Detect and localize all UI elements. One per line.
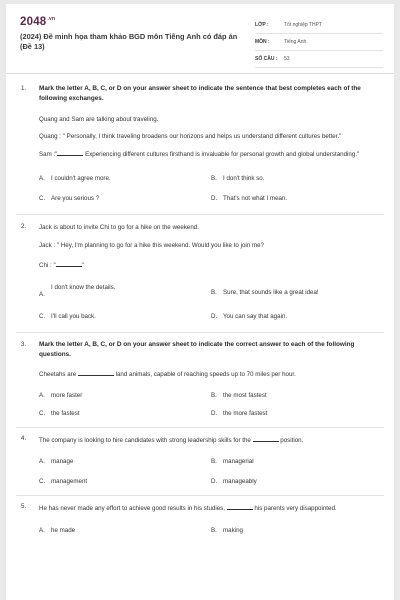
option-a[interactable]: [39, 284, 211, 298]
question-4: [6, 435, 394, 487]
option-text: Sure, that sounds like a great idea!: [223, 289, 319, 296]
option-d[interactable]: [211, 477, 383, 487]
meta-row-count: [255, 51, 383, 68]
dialogue-prefix: Chi : ": [39, 262, 56, 269]
page-header: [6, 4, 394, 70]
stem-prefix: He has never made any effort to achieve good results in his studies,: [39, 505, 227, 512]
question-number: 3.: [21, 341, 27, 348]
stem-suffix: position.: [278, 437, 304, 444]
question-context: Quang and Sam are talking about traveling.: [39, 116, 159, 123]
option-b[interactable]: [211, 174, 383, 184]
dialogue-prefix: Sam :": [39, 151, 58, 158]
question-number: 5.: [21, 503, 27, 510]
logo-text: 2048: [20, 16, 47, 28]
option-b[interactable]: [211, 526, 383, 536]
option-letter: A.: [39, 175, 45, 182]
dialogue-line-jack: Jack : " Hey, I'm planning to go for a hike this weekend. Would you like to join me?: [39, 242, 264, 249]
question-divider: [16, 427, 384, 428]
answer-options: [39, 457, 384, 487]
option-letter: D.: [211, 478, 218, 485]
option-letter: A.: [39, 527, 45, 534]
question-instruction: Mark the letter A, B, C, or D on your answer sheet to indicate the correct answer to each of the following questions.: [39, 341, 355, 358]
header-divider: [6, 73, 394, 74]
option-b[interactable]: [211, 391, 383, 401]
option-letter: A.: [39, 291, 45, 298]
question-stem: [39, 369, 384, 380]
option-b[interactable]: [211, 457, 383, 467]
meta-value: 53: [284, 56, 290, 62]
option-text: the more fastest: [223, 410, 268, 417]
answer-options: [39, 174, 384, 204]
question-stem: Jack is about to invite Chi to go for a hike on the weekend.: [39, 224, 199, 231]
meta-label: SỐ CÂU :: [255, 56, 278, 62]
option-text: managerial: [223, 458, 254, 465]
option-letter: D.: [211, 195, 218, 202]
option-text: I couldn't agree more.: [51, 175, 111, 182]
option-letter: B.: [211, 527, 217, 534]
option-letter: C.: [39, 313, 46, 320]
option-text: You can say that again.: [223, 313, 288, 320]
stem-suffix: land animals, capable of reaching speeds up to 70 miles per hour.: [113, 371, 296, 378]
meta-row-class: [255, 17, 383, 34]
question-number: 2.: [21, 223, 27, 230]
answer-options: [39, 526, 384, 536]
answer-blank: [253, 435, 279, 442]
option-text: management: [51, 478, 88, 485]
question-5: [6, 503, 394, 536]
question-3: [6, 340, 394, 419]
exam-meta: [255, 17, 383, 68]
option-letter: B.: [211, 392, 217, 399]
option-a[interactable]: [39, 526, 211, 536]
meta-row-subject: [255, 34, 383, 51]
exam-title: (2024) Đề minh họa tham khảo BGD môn Tiếng Anh có đáp án (Đề 13): [20, 32, 238, 51]
meta-label: MÔN :: [255, 39, 270, 45]
option-text: I don't think so.: [223, 175, 265, 182]
question-2: [6, 223, 394, 322]
answer-options: [39, 284, 384, 322]
question-1: [6, 84, 394, 204]
option-letter: C.: [39, 195, 46, 202]
logo-suffix: .vn: [47, 16, 56, 22]
option-text: That's not what I mean.: [223, 195, 288, 202]
question-number: 1.: [21, 85, 27, 92]
option-a[interactable]: [39, 174, 211, 184]
option-b[interactable]: [211, 284, 383, 298]
dialogue-suffix: Experiencing different cultures firsthand is invaluable for personal growth and global understanding.": [83, 151, 360, 158]
option-letter: B.: [211, 289, 217, 296]
option-letter: D.: [211, 313, 218, 320]
meta-value: Tiếng Anh: [284, 39, 307, 45]
dialogue-line-sam: [39, 149, 384, 160]
option-letter: C.: [39, 410, 46, 417]
option-letter: A.: [39, 458, 45, 465]
question-stem: [39, 503, 384, 514]
question-divider: [16, 495, 384, 496]
meta-value: Tốt nghiệp THPT: [284, 22, 322, 28]
option-a[interactable]: [39, 391, 211, 401]
option-text: the fastest: [51, 410, 80, 417]
stem-suffix: his parents very disappointed.: [252, 505, 337, 512]
option-text: he made: [51, 527, 76, 534]
option-c[interactable]: [39, 194, 211, 204]
option-text: the most fastest: [223, 392, 267, 399]
questions: [6, 84, 394, 536]
answer-blank: [227, 503, 253, 510]
option-c[interactable]: [39, 477, 211, 487]
option-d[interactable]: [211, 194, 383, 204]
answer-blank: [78, 369, 114, 376]
dialogue-line-quang: Quang : " Personally, I think traveling broadens our horizons and helps us understand different cultures better.": [39, 133, 342, 140]
option-c[interactable]: [39, 312, 211, 322]
option-letter: B.: [211, 175, 217, 182]
dialogue-line-chi: [39, 260, 384, 271]
option-letter: A.: [39, 392, 45, 399]
question-divider: [16, 214, 384, 215]
question-number: 4.: [21, 435, 27, 442]
option-letter: C.: [39, 478, 46, 485]
option-d[interactable]: [211, 312, 383, 322]
question-stem: [39, 435, 384, 446]
meta-label: LỚP :: [255, 22, 269, 28]
answer-blank: [57, 149, 83, 156]
option-letter: D.: [211, 410, 218, 417]
question-divider: [16, 332, 384, 333]
stem-prefix: Cheetahs are: [39, 371, 78, 378]
stem-prefix: The company is looking to hire candidates with strong leadership skills for the: [39, 437, 253, 444]
option-text: Are you serious ?: [51, 195, 100, 202]
site-logo[interactable]: [20, 16, 55, 28]
option-text: I'll call you back.: [51, 313, 96, 320]
question-instruction: Mark the letter A, B, C, or D on your answer sheet to indicate the sentence that best completes each of the following exchanges.: [39, 85, 361, 102]
option-text: making: [223, 527, 243, 534]
answer-options: [39, 391, 384, 419]
option-text: more faster: [51, 392, 83, 399]
option-letter: B.: [211, 458, 217, 465]
option-d[interactable]: [211, 409, 383, 419]
answer-blank: [56, 260, 82, 267]
option-a[interactable]: [39, 457, 211, 467]
option-text: manage: [51, 458, 74, 465]
exam-sheet: [6, 4, 394, 600]
option-text: I don't know the details.: [51, 284, 116, 291]
option-text: manageably: [223, 478, 257, 485]
dialogue-suffix: ": [81, 262, 84, 269]
option-c[interactable]: [39, 409, 211, 419]
